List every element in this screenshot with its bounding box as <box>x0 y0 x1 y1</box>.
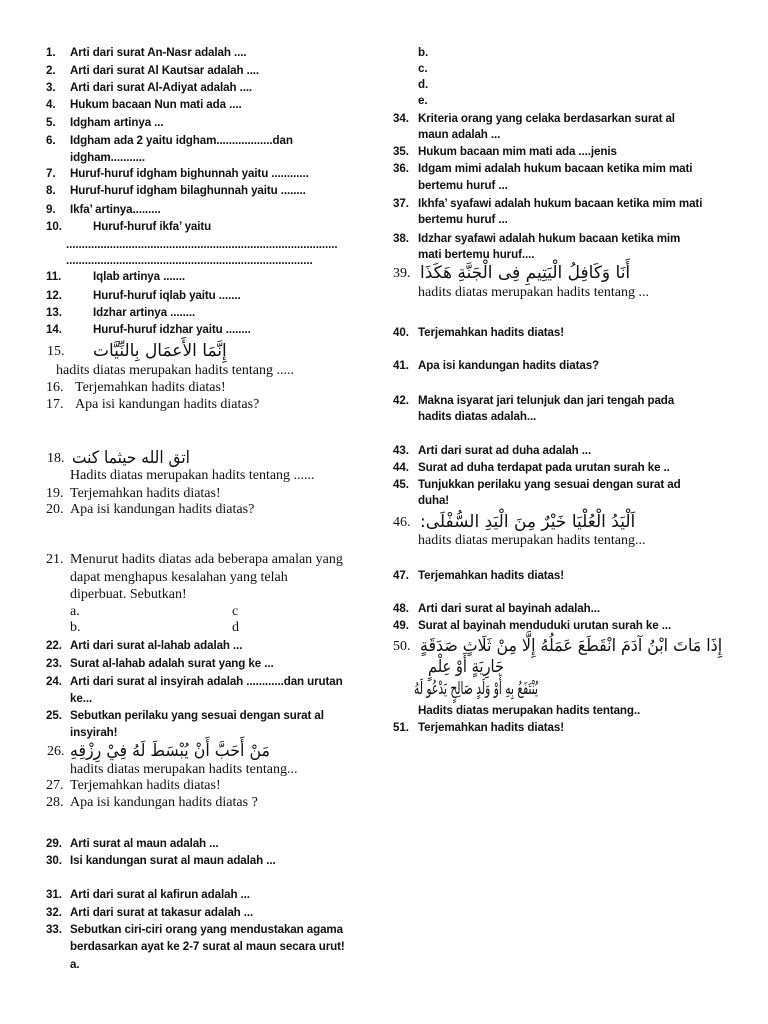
question-text: Terjemahkan hadits diatas! <box>418 721 565 734</box>
question-number: 40. <box>393 326 409 339</box>
question-text: Idgham ada 2 yaitu idgham..................dan <box>70 134 293 147</box>
question-number: 1. <box>46 46 56 59</box>
question-number: 4. <box>46 98 56 111</box>
question-text: Huruf-huruf iqlab yaitu ....... <box>93 289 241 302</box>
question-number: 6. <box>46 134 56 147</box>
question-text: Huruf-huruf idgham bilaghunnah yaitu ........ <box>70 184 306 197</box>
arabic-hadith-text: أَنَا وَكَافِلُ الْيَتِيمِ فِى الْجَنَّةِ هَكَذَا <box>420 263 631 283</box>
question-text: Menurut hadits diatas ada beberapa amalan yang <box>70 552 343 567</box>
question-number: 30. <box>46 854 62 867</box>
question-text: Iqlab artinya ....... <box>93 270 185 283</box>
question-text: berdasarkan ayat ke 2-7 surat al maun secara urut! <box>70 940 345 953</box>
question-number: 46. <box>393 515 411 530</box>
question-text: Apa isi kandungan hadits diatas? <box>70 502 255 517</box>
question-text: Surat al-lahab adalah surat yang ke ... <box>70 657 274 670</box>
question-number: 37. <box>393 197 409 210</box>
question-text: Idzhar artinya ........ <box>93 306 196 319</box>
question-text: duha! <box>418 494 450 507</box>
question-number: 13. <box>46 306 62 319</box>
question-number: 41. <box>393 359 409 372</box>
question-text: Isi kandungan surat al maun adalah ... <box>70 854 276 867</box>
arabic-hadith-text: يُنْتَفَعُ بِهِ أَوْ وَلَدٍ صَالِحٍ يَدْعُو لَهُ <box>414 679 538 699</box>
question-text: Kriteria orang yang celaka berdasarkan surat al <box>418 112 675 125</box>
question-text: hadits diatas merupakan hadits tentang... <box>418 533 646 548</box>
question-text: bertemu huruf ... <box>418 179 508 192</box>
question-number: 21. <box>46 552 64 567</box>
question-text: Hadits diatas merupakan hadits tentang ...... <box>70 468 315 483</box>
question-text: Apa isi kandungan hadits diatas ? <box>70 795 258 810</box>
question-text: ............................................................................... <box>66 254 313 267</box>
question-number: 24. <box>46 675 62 688</box>
question-text: Ikhfa’ syafawi adalah hukum bacaan ketika mim mati <box>418 197 703 210</box>
question-text: insyirah! <box>70 726 118 739</box>
question-text: Arti dari surat al bayinah adalah... <box>418 602 600 615</box>
question-text: ke... <box>70 692 93 705</box>
question-text: Ikfa’ artinya......... <box>70 203 161 216</box>
question-text: Hukum bacaan Nun mati ada .... <box>70 98 242 111</box>
question-text: Arti dari surat Al-Adiyat adalah .... <box>70 81 253 94</box>
question-number: 10. <box>46 220 62 233</box>
question-number: 18. <box>47 451 65 466</box>
question-text: diperbuat. Sebutkan! <box>70 587 187 602</box>
question-text: c. <box>418 62 428 75</box>
question-text: ....................................................................................... <box>66 238 338 251</box>
question-text: Terjemahkan hadits diatas! <box>70 778 221 793</box>
question-number: 38. <box>393 232 409 245</box>
question-text: b. <box>418 46 429 59</box>
question-number: 48. <box>393 602 409 615</box>
question-number: 51. <box>393 721 409 734</box>
question-number: 12. <box>46 289 62 302</box>
arabic-hadith-text: مَنْ أَحَبَّ أَنْ يُبْسَطَ لَهُ فِيْ رِزْقِهِ <box>70 741 270 761</box>
question-text: idgham........... <box>70 151 145 164</box>
question-text: Arti dari surat al kafirun adalah ... <box>70 888 250 901</box>
question-number: 5. <box>46 116 56 129</box>
question-text: Arti surat al maun adalah ... <box>70 837 219 850</box>
question-number: 16. <box>46 380 64 395</box>
question-number: 14. <box>46 323 62 336</box>
arabic-hadith-text: اَلْيَدُ الْعُلْيَا خَيْرٌ مِنَ الْيَدِ السُّفْلَى: <box>420 512 636 532</box>
question-number: 11. <box>46 270 62 283</box>
question-number: 26. <box>47 744 65 759</box>
question-text: Arti dari surat An-Nasr adalah .... <box>70 46 247 59</box>
question-text: Huruf-huruf idgham bighunnah yaitu ............ <box>70 167 309 180</box>
question-number: 34. <box>393 112 409 125</box>
question-text: d <box>232 620 239 635</box>
question-number: 2. <box>46 64 56 77</box>
question-text: mati bertemu huruf.... <box>418 248 535 261</box>
question-number: 20. <box>46 502 64 517</box>
question-text: Terjemahkan hadits diatas! <box>75 380 226 395</box>
question-number: 17. <box>46 397 64 412</box>
question-text: Arti dari surat Al Kautsar adalah .... <box>70 64 260 77</box>
question-number: 49. <box>393 619 409 632</box>
question-text: dapat menghapus kesalahan yang telah <box>70 570 288 585</box>
question-text: d. <box>418 78 429 91</box>
question-text: Terjemahkan hadits diatas! <box>418 326 565 339</box>
question-number: 47. <box>393 569 409 582</box>
question-text: Makna isyarat jari telunjuk dan jari tengah pada <box>418 394 675 407</box>
question-text: Apa isi kandungan hadits diatas? <box>75 397 260 412</box>
question-text: Huruf-huruf idzhar yaitu ........ <box>93 323 251 336</box>
question-number: 3. <box>46 81 56 94</box>
question-text: hadits diatas merupakan hadits tentang... <box>70 762 298 777</box>
question-number: 7. <box>46 167 56 180</box>
question-text: Hadits diatas merupakan hadits tentang.. <box>418 704 641 717</box>
question-number: 43. <box>393 444 409 457</box>
question-text: Terjemahkan hadits diatas! <box>418 569 565 582</box>
question-text: c <box>232 604 239 619</box>
question-text: Terjemahkan hadits diatas! <box>70 486 221 501</box>
question-number: 9. <box>46 203 56 216</box>
question-number: 8. <box>46 184 56 197</box>
question-number: 42. <box>393 394 409 407</box>
question-text: Arti dari surat al-lahab adalah ... <box>70 639 243 652</box>
question-number: 25. <box>46 709 62 722</box>
question-number: 31. <box>46 888 62 901</box>
question-text: Sebutkan ciri-ciri orang yang mendustakan agama <box>70 923 343 936</box>
question-text: a. <box>70 958 80 971</box>
question-number: 27. <box>46 778 64 793</box>
question-number: 29. <box>46 837 62 850</box>
question-number: 22. <box>46 639 62 652</box>
question-number: 19. <box>46 486 64 501</box>
question-text: b. <box>70 620 81 635</box>
arabic-hadith-text: إِنَّمَا الأَعمَال بِالنِّيَّات <box>93 341 227 361</box>
question-number: 28. <box>46 795 64 810</box>
question-text: bertemu huruf ... <box>418 213 508 226</box>
question-text: Idgham artinya ... <box>70 116 164 129</box>
question-text: Apa isi kandungan hadits diatas? <box>418 359 600 372</box>
question-text: e. <box>418 94 428 107</box>
question-text: Surat ad duha terdapat pada urutan surah ke .. <box>418 461 670 474</box>
question-number: 32. <box>46 906 62 919</box>
question-number: 33. <box>46 923 62 936</box>
question-text: Arti dari surat at takasur adalah ... <box>70 906 254 919</box>
question-number: 36. <box>393 162 409 175</box>
question-text: Idzhar syafawi adalah hukum bacaan ketika mim <box>418 232 681 245</box>
question-text: maun adalah ... <box>418 128 501 141</box>
question-text: Sebutkan perilaku yang sesuai dengan surat al <box>70 709 324 722</box>
question-number: 50. <box>393 639 411 654</box>
question-text: Surat al bayinah menduduki urutan surah ke ... <box>418 619 672 632</box>
arabic-hadith-text: جَارِيَةٍ أَوْ عِلْمٍ <box>428 657 505 677</box>
question-text: Tunjukkan perilaku yang sesuai dengan surat ad <box>418 478 681 491</box>
question-number: 23. <box>46 657 62 670</box>
question-number: 44. <box>393 461 409 474</box>
arabic-hadith-text: إِذَا مَاتَ ابْنُ آدَمَ انْقَطَعَ عَمَلُهُ إِلَّا مِنْ ثَلَاثٍ صَدَقَةٍ <box>420 636 723 656</box>
question-text: Hukum bacaan mim mati ada ....jenis <box>418 145 617 158</box>
question-text: Idgam mimi adalah hukum bacaan ketika mim mati <box>418 162 693 175</box>
question-text: a. <box>70 604 80 619</box>
question-number: 39. <box>393 266 411 281</box>
question-number: 15. <box>47 344 65 359</box>
arabic-hadith-text: اتق الله حيثما كنت <box>72 448 190 468</box>
question-text: Huruf-huruf ikfa’ yaitu <box>93 220 212 233</box>
question-text: Arti dari surat ad duha adalah ... <box>418 444 592 457</box>
question-number: 35. <box>393 145 409 158</box>
question-text: Arti dari surat al insyirah adalah ............dan urutan <box>70 675 343 688</box>
question-text: hadits diatas adalah... <box>418 410 537 423</box>
question-text: hadits diatas merupakan hadits tentang ... <box>418 285 649 300</box>
question-number: 45. <box>393 478 409 491</box>
question-text: hadits diatas merupakan hadits tentang ..... <box>56 363 294 378</box>
